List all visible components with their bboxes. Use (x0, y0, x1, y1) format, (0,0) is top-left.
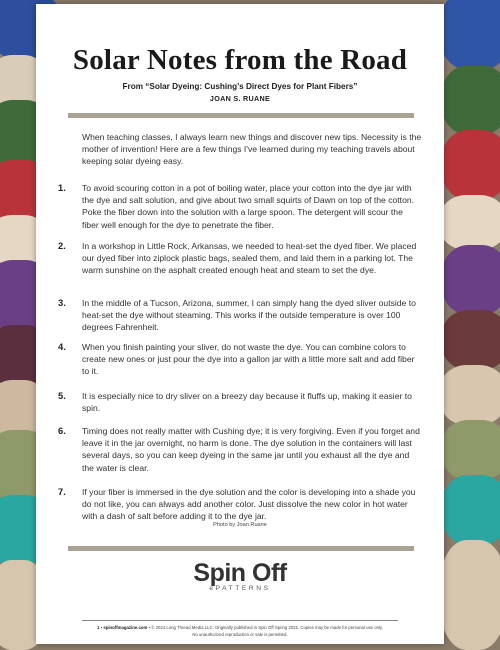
footer-line-1: 1 ▪ spinoffmagazine.com ▪ © 2024 Long Thread Media LLC. Originally published in Spin Off Spring 2021. Copies may be made for personal use only. (97, 625, 383, 630)
intro-text: When teaching classes, I always learn new things and discover new tips. Necessity is the mother of invention! Here are a few things I've learned during my teaching travels about keeping solar dyeing easy. (82, 132, 422, 167)
tip-number: 6. (58, 425, 66, 436)
yarn-skein-cream (440, 195, 500, 250)
yarn-skein-cream (440, 540, 500, 650)
yarn-skein-purple (442, 245, 500, 315)
tip-text: In the middle of a Tucson, Arizona, summer, I can simply hang the dyed sliver outside to heat-set the dye without steaming. This works if the outside temperature is over 100 degrees Fahrenheit. (82, 298, 416, 333)
page-number: 1 (97, 625, 100, 630)
tip-number: 5. (58, 390, 66, 401)
footer-site-link[interactable]: spinoffmagazine.com (103, 625, 148, 630)
tip-text: If your fiber is immersed in the dye solution and the color is developing into a shade you do not like, you can always add another color. Just dissolve the new color in hot water with a dash of salt before adding it to the dye jar. (82, 487, 416, 522)
footer-notice: No unauthorized reproduction or sale is permitted. (192, 632, 288, 637)
tip-text: It is especially nice to dry sliver on a breezy day because it fluffs up, making it easier to spin. (82, 391, 412, 414)
logo-subtitle: ePATTERNS (209, 585, 271, 592)
photo-credit: Photo by Joan Ruane (213, 522, 267, 528)
footer-divider (82, 620, 398, 621)
footer-copyright: © 2024 Long Thread Media LLC. Originally published in Spin Off Spring 2021. Copies may be made for personal use only. (151, 625, 383, 630)
yarn-skein-cream (440, 365, 500, 425)
article-title: Solar Notes from the Road (72, 44, 408, 76)
divider-bottom (68, 546, 414, 551)
intro-paragraph (82, 131, 422, 168)
tip-text: Timing does not really matter with Cushing dye; it is very forgiving. Even if you forget and leave it in the jar overnight, no harm is done. The dye solution in the containers will last several days, so you can keep dyeing in the same jar until you exhaust all the dye and the water is clear. (82, 426, 420, 473)
spin-off-logo (36, 560, 444, 592)
tip-text: When you finish painting your sliver, do not waste the dye. You can combine colors to create new ones or just pour the dye into a gallon jar with a little more salt and add fiber to it. (82, 342, 415, 377)
tip-text: In a workshop in Little Rock, Arkansas, we needed to heat-set the dyed fiber. We placed our dyed fiber into ziplock plastic bags, sealed them, and laid them in a parking lot. The warm sunshine on the asphalt created enough heat and steam to set the dye. (82, 241, 417, 276)
tip-number: 2. (58, 240, 66, 251)
yarn-skein-blue (440, 0, 500, 70)
yarn-skein-plum (442, 310, 500, 370)
tip-number: 7. (58, 486, 66, 497)
tip-number: 3. (58, 297, 66, 308)
article-author: JOAN S. RUANE (209, 94, 271, 103)
tip-number: 4. (58, 341, 66, 352)
yarn-skein-red (442, 130, 500, 200)
logo-wordmark: Spin Off (193, 559, 287, 587)
yarn-skein-sage (442, 420, 500, 480)
yarn-skein-green (442, 65, 500, 135)
tip-text: To avoid scouring cotton in a pot of boiling water, place your cotton into the dye jar with the dye and salt solution, and give about two small squirts of Dawn on top of the cotton. Poke the fiber down into the solution with a large spoon. The detergent will scour the fiber well enough for the dye to penetrate the fiber. (82, 183, 415, 230)
tip-number: 1. (58, 182, 66, 193)
page-footer (36, 624, 444, 638)
divider-top (68, 113, 414, 118)
yarn-skein-teal (442, 475, 500, 545)
article-source: From “Solar Dyeing: Cushing’s Direct Dyes for Plant Fibers” (122, 82, 358, 91)
article-page (36, 4, 444, 644)
